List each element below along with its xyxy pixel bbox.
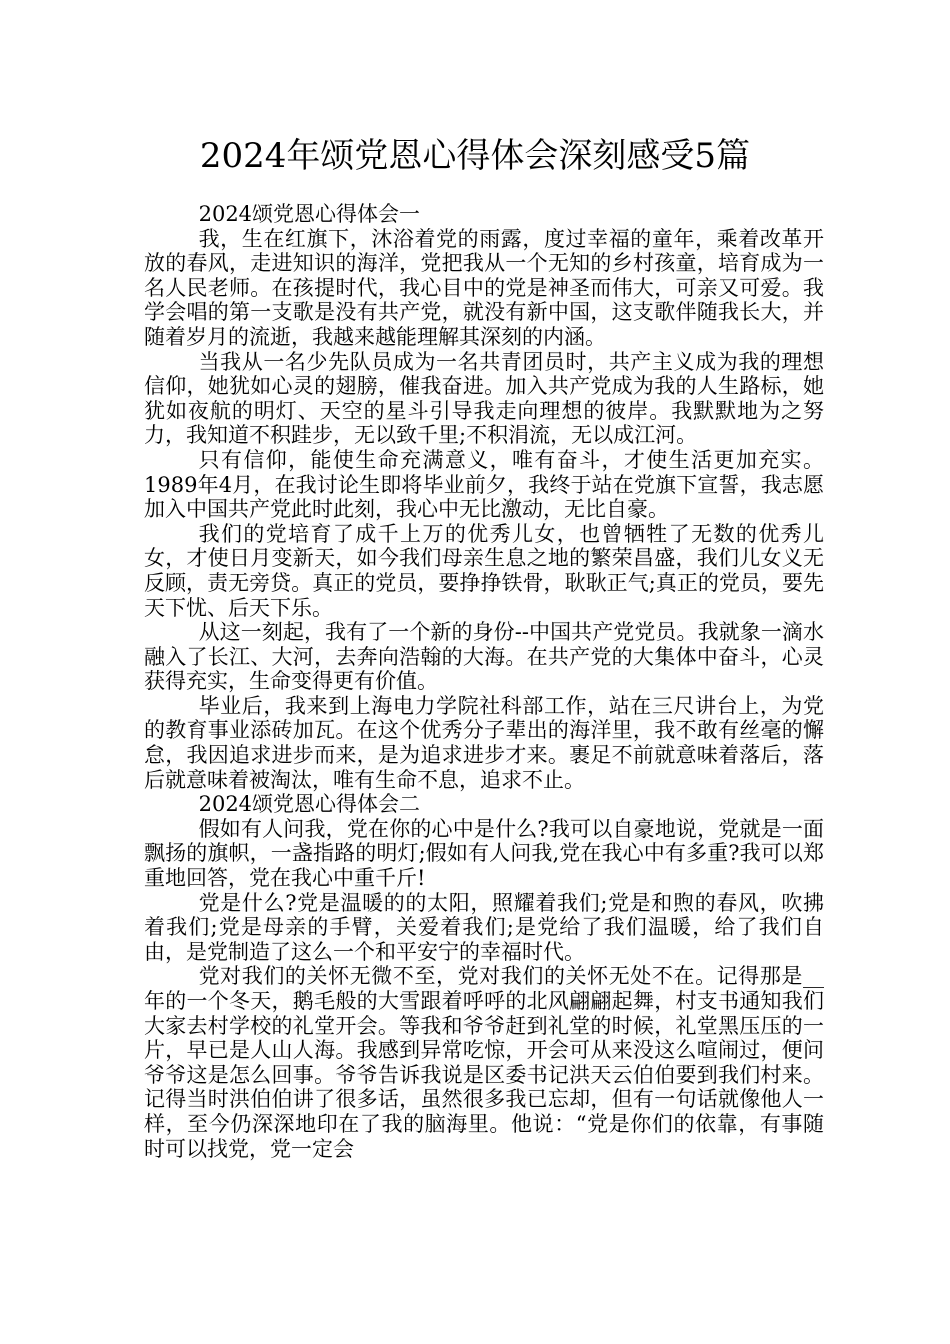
document-body xyxy=(144,202,824,1161)
paragraph: 当我从一名少先队员成为一名共青团员时，共产主义成为我的理想信仰，她犹如心灵的翅膀，催我奋进。加入共产党成为我的人生路标，她犹如夜航的明灯、天空的星斗引导我走向理想的彼岸。我默默地为之努力，我知道不积跬步，无以致千里;不积涓流，无以成江河。 xyxy=(144,349,824,448)
paragraph: 党是什么?党是温暖的的太阳，照耀着我们;党是和煦的春风，吹拂着我们;党是母亲的手臂，关爱着我们;是党给了我们温暖，给了我们自由，是党制造了这么一个和平安宁的幸福时代。 xyxy=(144,890,824,964)
paragraph: 我，生在红旗下，沐浴着党的雨露，度过幸福的童年，乘着改革开放的春风，走进知识的海洋，党把我从一个无知的乡村孩童，培育成为一名人民老师。在孩提时代，我心目中的党是神圣而伟大，可亲又可爱。我学会唱的第一支歌是没有共产党，就没有新中国，这支歌伴随我长大，并随着岁月的流逝，我越来越能理解其深刻的内涵。 xyxy=(144,226,824,349)
paragraph: 党对我们的关怀无微不至，党对我们的关怀无处不在。记得那是__年的一个冬天，鹅毛般的大雪跟着呼呼的北风翩翩起舞，村支书通知我们大家去村学校的礼堂开会。等我和爷爷赶到礼堂的时候，礼堂黑压压的一片，早已是人山人海。我感到异常吃惊，开会可从来没这么喧闹过，便问爷爷这是怎么回事。爷爷告诉我说是区委书记洪天云伯伯要到我们村来。记得当时洪伯伯讲了很多话，虽然很多我已忘却，但有一句话就像他人一样，至今仍深深地印在了我的脑海里。他说：“党是你们的依靠，有事随时可以找党，党一定会 xyxy=(144,964,824,1161)
paragraph: 只有信仰，能使生命充满意义，唯有奋斗，才使生活更加充实。1989年4月，在我讨论生即将毕业前夕，我终于站在党旗下宣誓，我志愿加入中国共产党此时此刻，我心中无比激动，无比自豪。 xyxy=(144,447,824,522)
paragraph: 毕业后，我来到上海电力学院社科部工作，站在三尺讲台上，为党的教育事业添砖加瓦。在这个优秀分子辈出的海洋里，我不敢有丝毫的懈怠，我因追求进步而来，是为追求进步才来。裹足不前就意味着落后，落后就意味着被淘汰，唯有生命不息，追求不止。 xyxy=(144,693,824,792)
paragraph: 假如有人问我，党在你的心中是什么?我可以自豪地说，党就是一面飘扬的旗帜，一盏指路的明灯;假如有人问我,党在我心中有多重?我可以郑重地回答，党在我心中重千斤! xyxy=(144,816,824,891)
section-heading: 2024颂党恩心得体会二 xyxy=(198,792,421,817)
paragraph: 从这一刻起，我有了一个新的身份--中国共产党党员。我就象一滴水融入了长江、大河，去奔向浩翰的大海。在共产党的大集体中奋斗，心灵获得充实，生命变得更有价值。 xyxy=(144,620,824,694)
section-heading: 2024颂党恩心得体会一 xyxy=(198,202,421,226)
paragraph: 我们的党培育了成千上万的优秀儿女，也曾牺牲了无数的优秀儿女，才使日月变新天，如今我们母亲生息之地的繁荣昌盛，我们儿女义无反顾，责无旁贷。真正的党员，要挣挣铁骨，耿耿正气;真正的党员，要先天下忧、后天下乐。 xyxy=(144,521,824,620)
document-title: 2024年颂党恩心得体会深刻感受5篇 xyxy=(199,136,751,176)
